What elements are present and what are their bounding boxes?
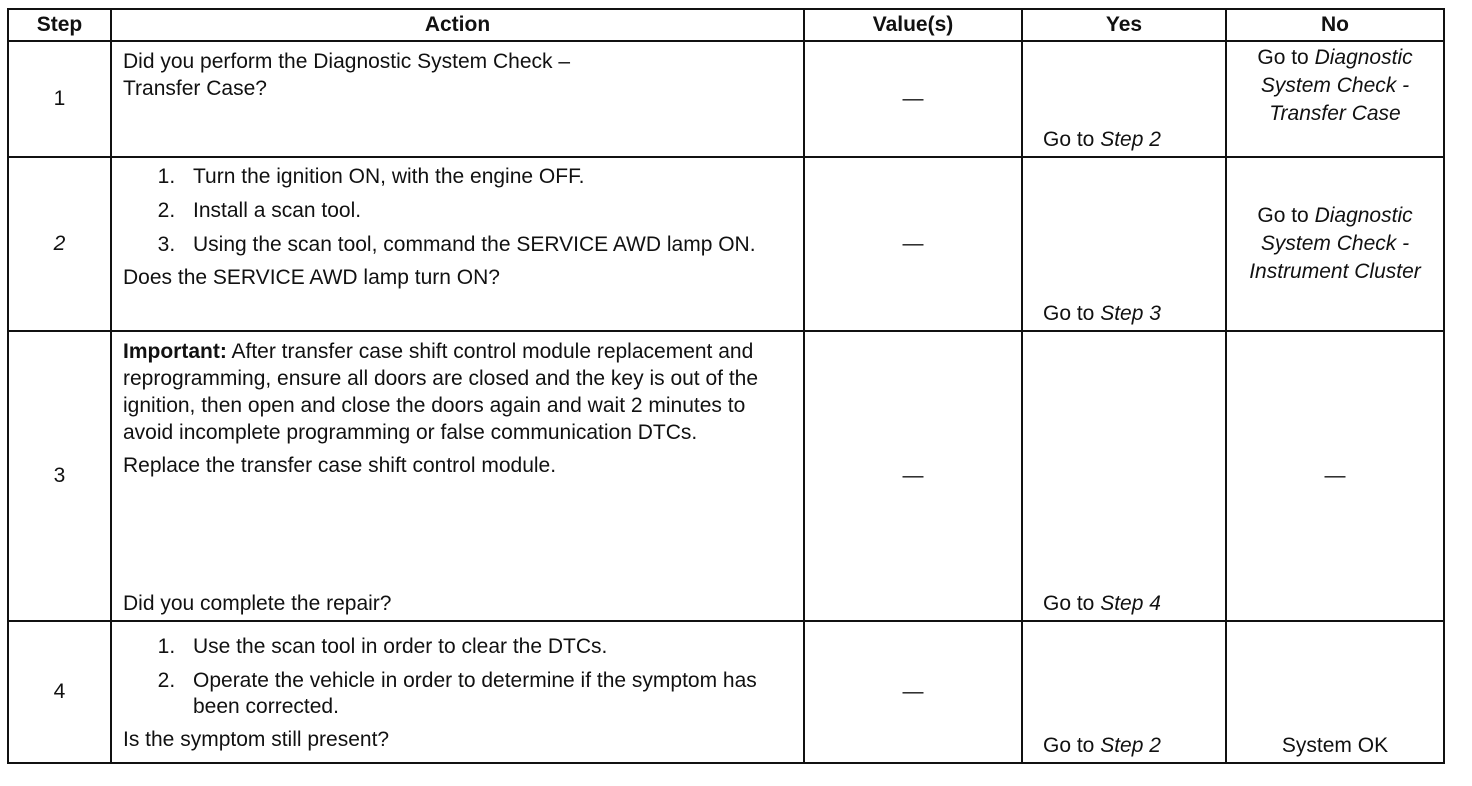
no-cell: [1226, 41, 1444, 157]
table-row-step-1: [8, 41, 1444, 157]
header-row: [8, 9, 1444, 41]
no-ref: Diagnostic System Check - Instrument Cluster: [1249, 204, 1421, 283]
yes-prefix: Go to: [1043, 592, 1101, 615]
yes-prefix: Go to: [1043, 734, 1101, 757]
list-item: 1. Use the scan tool in order to clear the DTCs.: [181, 634, 795, 660]
step-number: 2: [8, 157, 111, 331]
action-cell: [111, 41, 804, 157]
yes-cell: [1022, 621, 1226, 763]
yes-step-ref: Step 4: [1100, 592, 1161, 615]
action-text: Transfer Case?: [123, 77, 267, 100]
yes-prefix: Go to: [1043, 128, 1101, 151]
step-number: 3: [8, 331, 111, 621]
yes-cell: [1022, 157, 1226, 331]
header-step: Step: [8, 9, 111, 41]
no-cell: [1226, 157, 1444, 331]
list-item: 3. Using the scan tool, command the SERVICE AWD lamp ON.: [181, 232, 795, 258]
important-note: [123, 338, 795, 446]
header-yes: Yes: [1022, 9, 1226, 41]
yes-cell: [1022, 41, 1226, 157]
important-text: After transfer case shift control module replacement and reprogramming, ensure all doors are closed and the key is out of the ignition, then open and close the doors again and wait 2 minutes to avoid incomplete programming or false communication DTCs.: [123, 340, 759, 444]
table-row-step-3: [8, 331, 1444, 621]
value-cell: —: [804, 331, 1022, 621]
question-text: Did you complete the repair?: [123, 592, 392, 615]
header-action: Action: [111, 9, 804, 41]
no-cell: —: [1226, 331, 1444, 621]
important-label: Important:: [123, 340, 227, 363]
yes-step-ref: Step 2: [1100, 128, 1161, 151]
no-prefix: Go to: [1257, 46, 1315, 69]
question-text: Does the SERVICE AWD lamp turn ON?: [123, 266, 500, 289]
no-cell: [1226, 621, 1444, 763]
yes-step-ref: Step 3: [1100, 302, 1161, 325]
step-number: 4: [8, 621, 111, 763]
table-row-step-2: [8, 157, 1444, 331]
instruction-text: Replace the transfer case shift control module.: [123, 454, 557, 477]
no-ref: Diagnostic System Check - Transfer Case: [1260, 46, 1413, 125]
table-row-step-4: [8, 621, 1444, 763]
list-item: 2. Install a scan tool.: [181, 198, 795, 224]
value-cell: —: [804, 41, 1022, 157]
no-prefix: Go to: [1257, 204, 1315, 227]
diagnostic-table: [7, 8, 1445, 764]
step-list: [123, 634, 795, 720]
no-result: System OK: [1281, 734, 1389, 757]
yes-prefix: Go to: [1043, 302, 1101, 325]
action-text: Did you perform the Diagnostic System Check –: [123, 50, 571, 73]
action-cell: [111, 621, 804, 763]
question-text: Is the symptom still present?: [123, 728, 390, 751]
yes-cell: [1022, 331, 1226, 621]
value-cell: —: [804, 621, 1022, 763]
list-item: 2. Operate the vehicle in order to determine if the symptom has been corrected.: [181, 668, 795, 720]
yes-step-ref: Step 2: [1100, 734, 1161, 757]
list-item: 1. Turn the ignition ON, with the engine OFF.: [181, 164, 795, 190]
header-values: Value(s): [804, 9, 1022, 41]
step-list: [123, 164, 795, 258]
action-cell: [111, 331, 804, 621]
header-no: No: [1226, 9, 1444, 41]
step-number: 1: [8, 41, 111, 157]
value-cell: —: [804, 157, 1022, 331]
action-cell: [111, 157, 804, 331]
